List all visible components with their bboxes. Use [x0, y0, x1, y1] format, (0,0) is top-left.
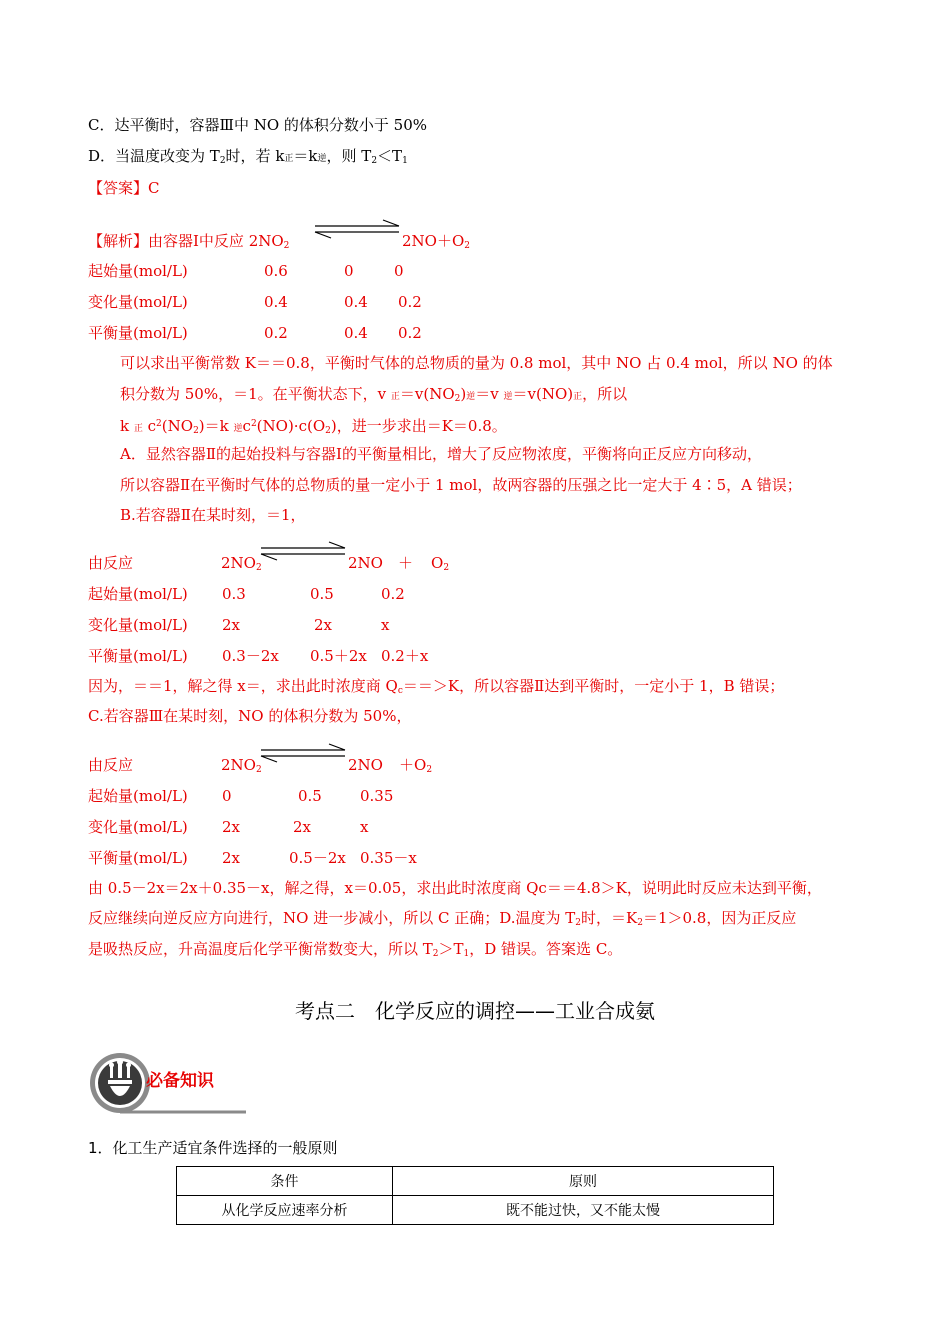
row-label: 平衡量(mol/L) [88, 849, 188, 867]
row-value: 0.5 [298, 787, 322, 805]
plus-sign: ＋ [398, 554, 414, 572]
row-value: 0 [344, 262, 354, 280]
row-value: 2x [222, 849, 241, 867]
row-label: 起始量(mol/L) [88, 262, 188, 280]
analysis-paragraph: C.若容器Ⅲ在某时刻，NO 的体积分数为 50%， [88, 707, 412, 725]
equilibrium-arrow-icon [259, 540, 347, 562]
row-value: 0.3 [222, 585, 246, 603]
row-value: 0.5－2x [289, 849, 346, 867]
analysis-reaction: 【解析】由容器Ⅰ中反应 $2NO_2$ [88, 232, 290, 251]
answer: 【答案】C [88, 179, 160, 197]
row-value: 0.2 [264, 324, 288, 342]
analysis-paragraph: 所以容器Ⅱ在平衡时气体的总物质的量一定小于 1 mol，故两容器的压强之比一定大于 4∶5，A 错误； [120, 476, 802, 494]
row-value: 0.3－2x [222, 647, 279, 665]
analysis-paragraph: 是吸热反应，升高温度后化学平衡常数变大，所以 $T_2>T_1$，D 错误。答案选 C。 [88, 940, 623, 959]
analysis-paragraph: 因为，＝＝1，解之得 x＝，求出此时浓度商 $Q_c==>K$，所以容器Ⅱ达到平衡时，一定小于 1，B 错误； [88, 677, 785, 696]
table-cell: 从化学反应速率分析 [177, 1196, 393, 1225]
row-value: 0.2 [398, 293, 422, 311]
table-cell: 既不能过快，又不能太慢 [393, 1196, 774, 1225]
row-value: 0.5＋2x [310, 647, 367, 665]
row-value: 2x [222, 616, 241, 634]
section-title: 考点二 化学反应的调控——工业合成氨 [295, 999, 655, 1023]
product: $O_2$ [431, 554, 450, 573]
option-d: D．当温度改变为 $T_2$时，若 k正＝k逆，则 $T_2<T_1$ [88, 147, 408, 166]
row-value: 0.35－x [360, 849, 417, 867]
principle-title: 1．化工生产适宜条件选择的一般原则 [88, 1139, 338, 1157]
analysis-paragraph: 积分数为 50%，＝1。在平衡状态下，v 正$=v(NO_2)$逆＝v 逆＝v(NO)正，所以 [120, 385, 628, 404]
row-value: 0 [394, 262, 404, 280]
row-value: 0 [222, 787, 232, 805]
row-value: x [381, 616, 390, 634]
row-label: 变化量(mol/L) [88, 818, 188, 836]
table-row [177, 1196, 774, 1225]
row-label: 平衡量(mol/L) [88, 647, 188, 665]
row-value: 0.2 [381, 585, 405, 603]
table-header: 条件 [177, 1167, 393, 1196]
row-value: 0.4 [344, 324, 368, 342]
analysis-paragraph: B.若容器Ⅱ在某时刻，＝1， [120, 506, 306, 524]
row-value: 0.4 [264, 293, 288, 311]
analysis-paragraph: A．显然容器Ⅱ的起始投料与容器Ⅰ的平衡量相比，增大了反应物浓度，平衡将向正反应方向移动， [120, 445, 762, 463]
row-value: 2x [222, 818, 241, 836]
row-label: 变化量(mol/L) [88, 616, 188, 634]
conditions-table [176, 1166, 774, 1225]
row-label: 起始量(mol/L) [88, 787, 188, 805]
reaction-label: 由反应 [88, 554, 134, 572]
option-c: C．达平衡时，容器Ⅲ中 NO 的体积分数小于 50% [88, 116, 428, 134]
row-label: 起始量(mol/L) [88, 585, 188, 603]
reaction-label: 由反应 [88, 756, 134, 774]
analysis-paragraph: k 正 $c^2(NO_2)=k$ 逆$c^2(NO)\cdot c(O_2)$，进一步求出＝K＝0.8。 [120, 417, 507, 436]
analysis-paragraph: 可以求出平衡常数 K＝＝0.8，平衡时气体的总物质的量为 0.8 mol，其中 NO 占 0.4 mol，所以 NO 的体 [120, 354, 833, 372]
table-header-row [177, 1167, 774, 1196]
row-label: 平衡量(mol/L) [88, 324, 188, 342]
row-value: 2x [314, 616, 333, 634]
product: 2NO [348, 756, 383, 774]
row-value: x [360, 818, 369, 836]
row-value: 2x [293, 818, 312, 836]
row-value: 0.2＋x [381, 647, 429, 665]
analysis-paragraph: 反应继续向逆反应方向进行，NO 进一步减小，所以 C 正确；D.温度为 $T_2$时，$=K_2=1>0.8$，因为正反应 [88, 909, 797, 928]
row-label: 变化量(mol/L) [88, 293, 188, 311]
table-header: 原则 [393, 1167, 774, 1196]
reactant: $2NO_2$ [221, 554, 262, 573]
equilibrium-arrow-icon [313, 218, 401, 240]
product: 2NO [348, 554, 383, 572]
analysis-products: $2NO+O_2$ [402, 232, 470, 251]
row-value: 0.6 [264, 262, 288, 280]
row-value: 0.35 [360, 787, 394, 805]
row-value: 0.5 [310, 585, 334, 603]
row-value: 0.4 [344, 293, 368, 311]
badge-label: 必备知识 [146, 1071, 214, 1091]
product: $+O_2$ [399, 756, 433, 775]
equilibrium-arrow-icon [259, 742, 347, 764]
analysis-paragraph: 由 0.5－2x＝2x＋0.35－x，解之得，x＝0.05，求出此时浓度商 Qc＝＝4.8＞K，说明此时反应未达到平衡， [88, 879, 822, 897]
reactant: $2NO_2$ [221, 756, 262, 775]
row-value: 0.2 [398, 324, 422, 342]
